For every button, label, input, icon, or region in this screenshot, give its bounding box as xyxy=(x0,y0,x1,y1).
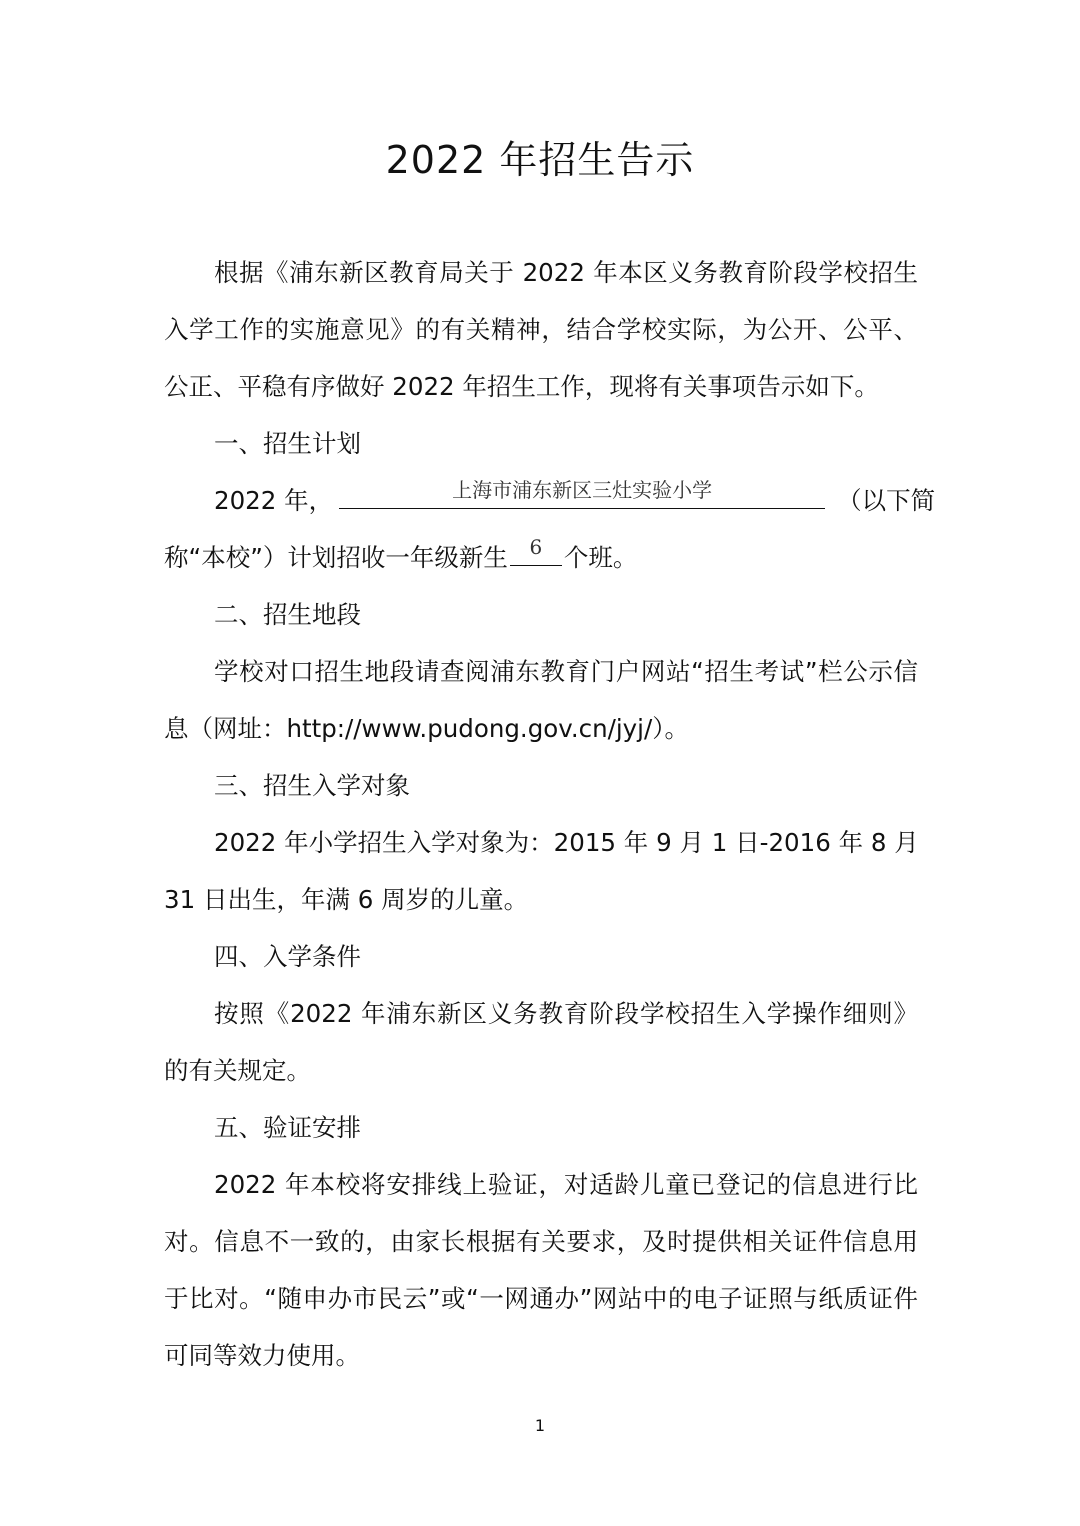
section-4-line-2: 的有关规定。 xyxy=(164,1056,311,1085)
section-1-line-2 xyxy=(164,529,918,586)
class-count-blank xyxy=(510,529,562,566)
document-body xyxy=(164,244,936,1384)
intro-line-3: 公正、平稳有序做好 2022 年招生工作，现将有关事项告示如下。 xyxy=(164,372,879,401)
school-name-handwritten: 上海市浦东新区三灶实验小学 xyxy=(452,478,713,502)
page-number: 1 xyxy=(534,1416,546,1435)
section-2-line-2: 息（网址：http://www.pudong.gov.cn/jyj/）。 xyxy=(164,714,689,743)
section-1-line-2-suffix: 个班。 xyxy=(563,543,638,572)
document-title: 2022 年招生告示 xyxy=(385,138,695,182)
section-4-heading: 四、入学条件 xyxy=(214,942,361,971)
section-2-line-1: 学校对口招生地段请查阅浦东教育门户网站“招生考试”栏公示信 xyxy=(214,657,918,686)
section-3-line-2: 31 日出生，年满 6 周岁的儿童。 xyxy=(164,885,529,914)
school-name-blank xyxy=(339,472,825,509)
section-5-heading: 五、验证安排 xyxy=(214,1113,361,1142)
section-1-line-1 xyxy=(164,472,936,529)
section-3-heading: 三、招生入学对象 xyxy=(214,771,410,800)
section-1-line-1-prefix: 2022 年， xyxy=(214,486,334,515)
section-3-line-1: 2022 年小学招生入学对象为：2015 年 9 月 1 日-2016 年 8 月 xyxy=(214,828,919,857)
section-4-line-1: 按照《2022 年浦东新区义务教育阶段学校招生入学操作细则》 xyxy=(214,999,918,1028)
section-2-heading: 二、招生地段 xyxy=(214,600,361,629)
class-count-handwritten: 6 xyxy=(529,535,543,559)
section-1-line-1-suffix: （以下简 xyxy=(837,486,936,515)
section-5-line-3: 于比对。“随申办市民云”或“一网通办”网站中的电子证照与纸质证件 xyxy=(164,1284,918,1313)
intro-line-1: 根据《浦东新区教育局关于 2022 年本区义务教育阶段学校招生 xyxy=(214,258,918,287)
section-5-line-2: 对。信息不一致的，由家长根据有关要求，及时提供相关证件信息用 xyxy=(164,1227,918,1256)
section-1-line-2-prefix: 称“本校”）计划招收一年级新生 xyxy=(164,543,508,572)
intro-line-2: 入学工作的实施意见》的有关精神，结合学校实际，为公开、公平、 xyxy=(164,315,918,344)
section-1-heading: 一、招生计划 xyxy=(214,429,361,458)
section-5-line-1: 2022 年本校将安排线上验证，对适龄儿童已登记的信息进行比 xyxy=(214,1170,918,1199)
section-5-line-4: 可同等效力使用。 xyxy=(164,1341,360,1370)
